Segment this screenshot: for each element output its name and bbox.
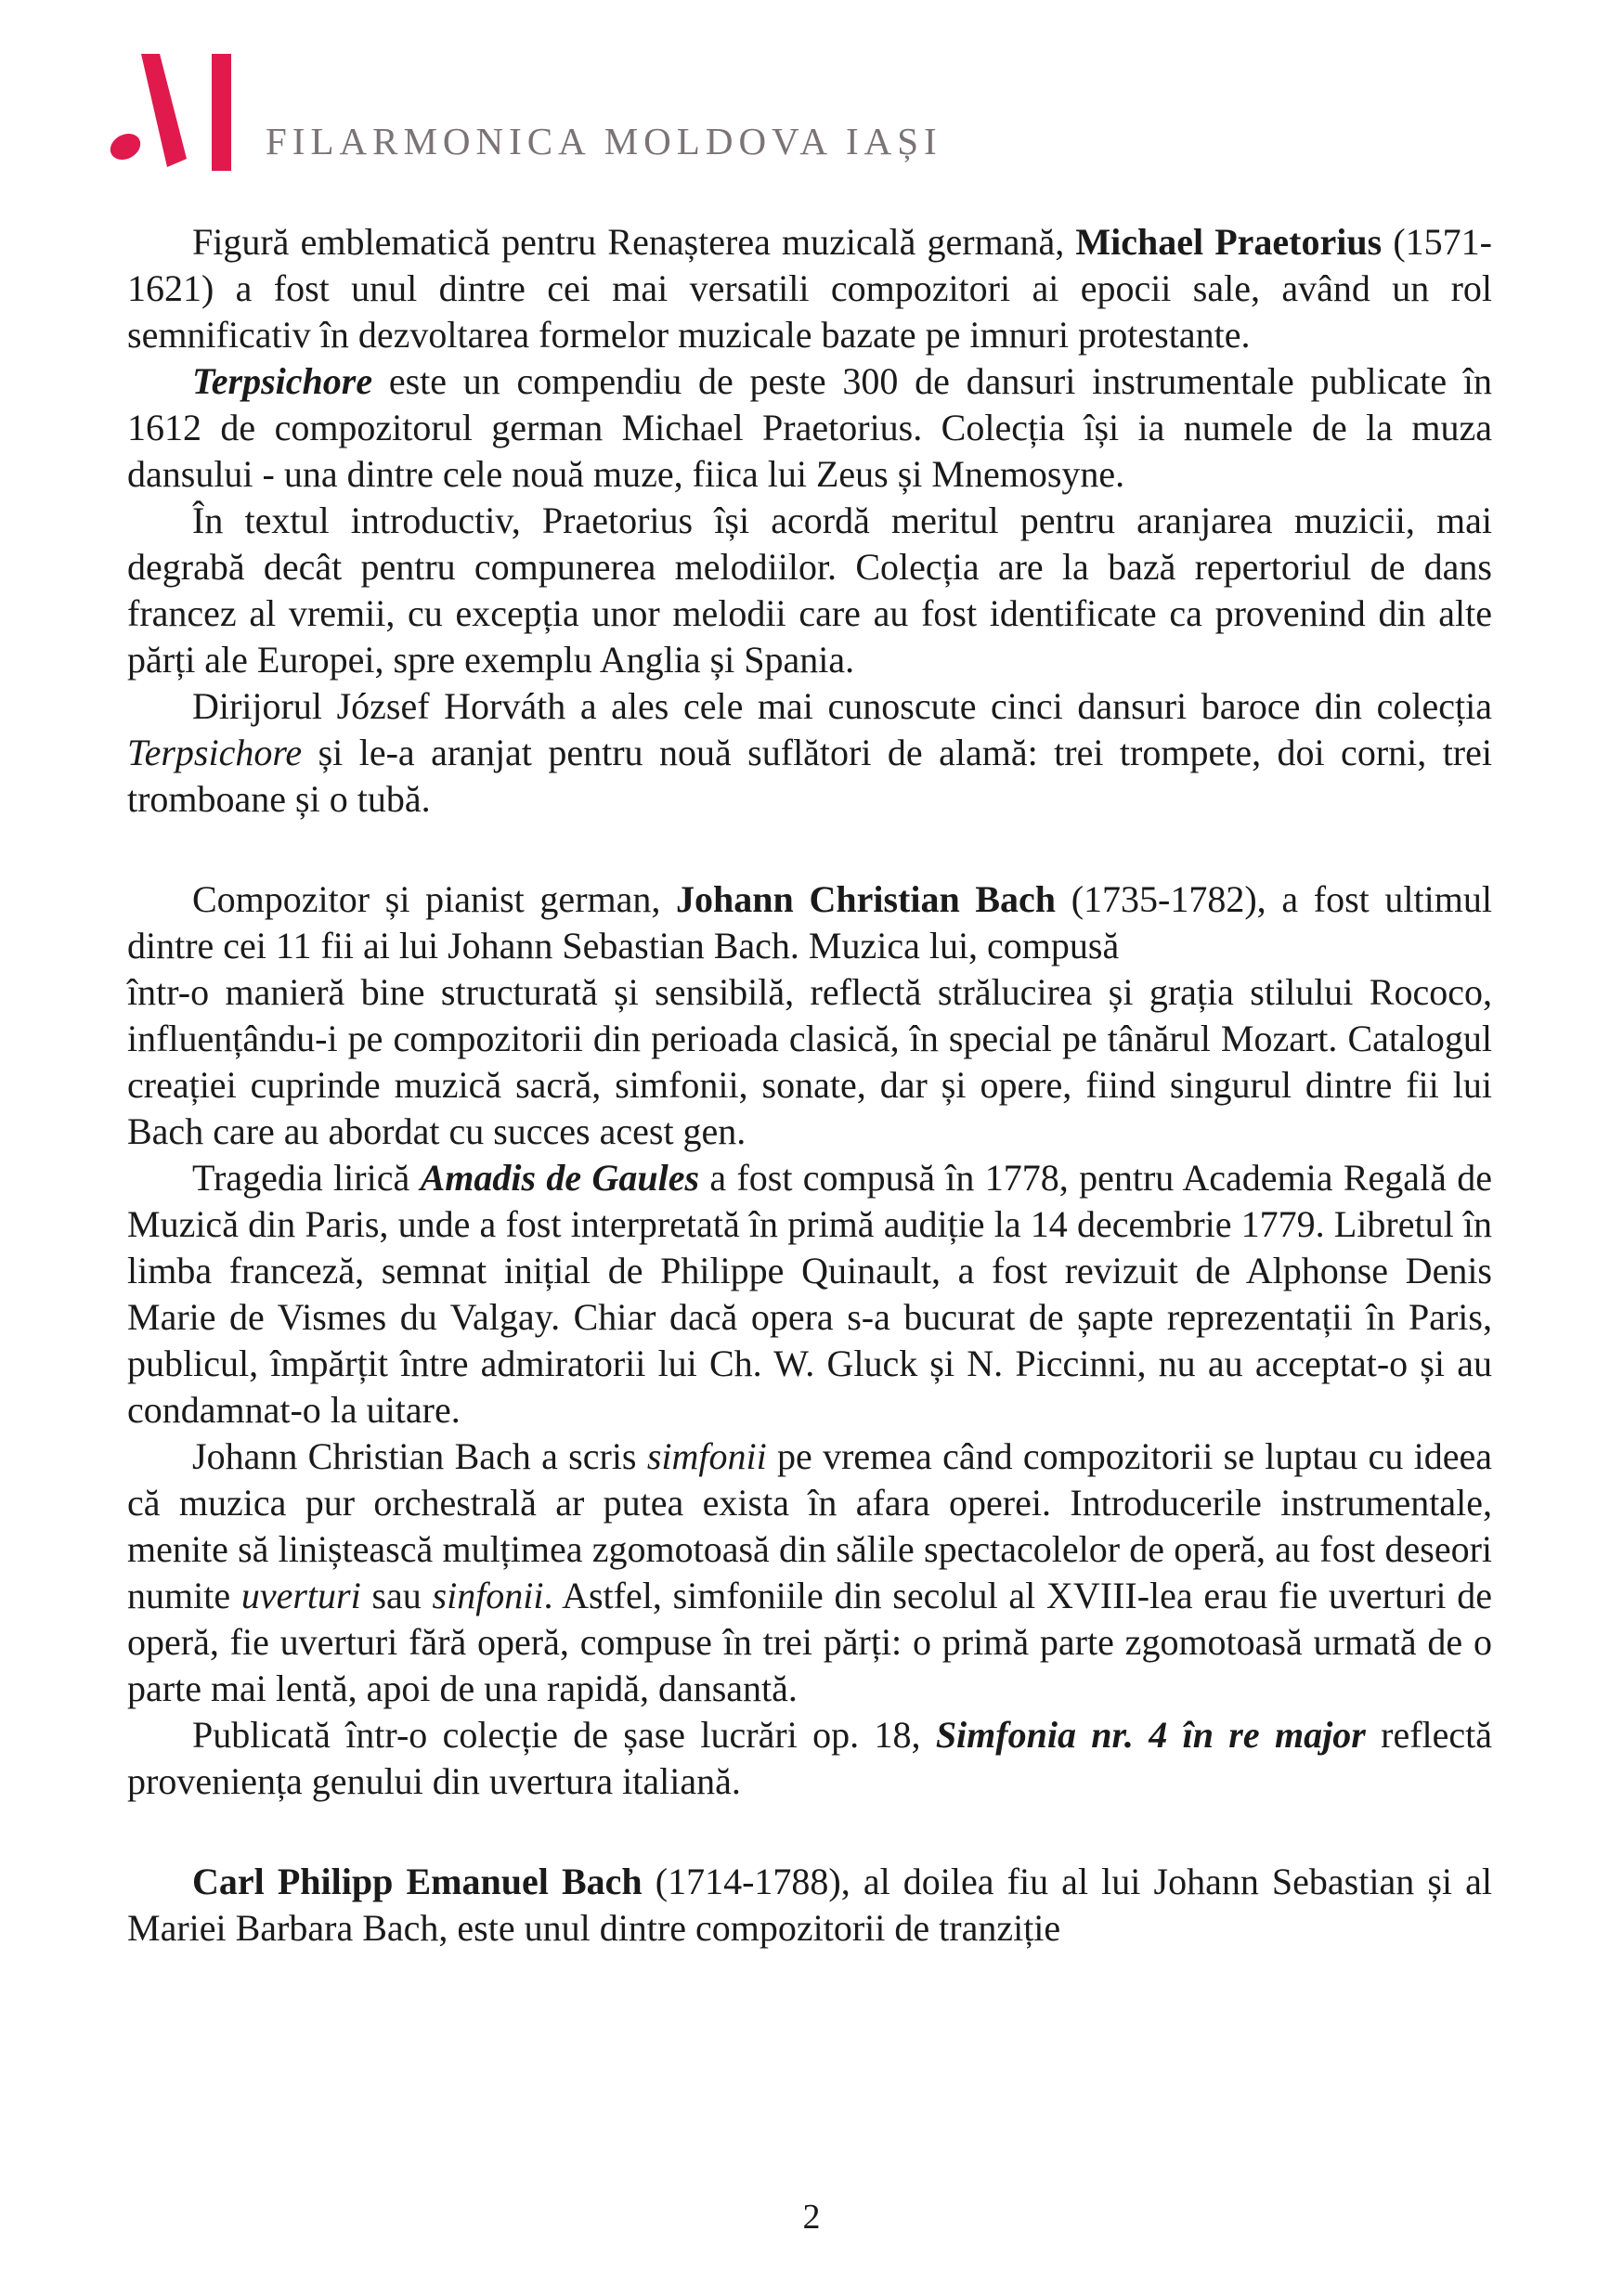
paragraph xyxy=(127,683,1492,823)
text-run: (1571-1621) a fost unul dintre cei mai versatili compozitori ai epocii sale, având un rol semnificativ în dezvoltarea formelor muzicale bazate pe imnuri protestante. xyxy=(127,221,1492,356)
bold-text-run: Johann Christian Bach xyxy=(676,878,1057,920)
page-footer xyxy=(0,2197,1623,2238)
paragraph xyxy=(127,498,1492,683)
paragraph xyxy=(127,876,1492,1155)
paragraph xyxy=(127,1859,1492,1952)
text-run: Dirijorul József Horváth a ales cele mai cunoscute cinci dansuri baroce din colecția xyxy=(192,685,1492,727)
text-run: Compozitor și pianist german, xyxy=(192,878,677,920)
filarmonica-m-logo-icon xyxy=(93,54,232,171)
text-run: Figură emblematică pentru Renașterea muzicală germană, xyxy=(192,221,1076,263)
bold-text-run: Carl Philipp Emanuel Bach xyxy=(192,1861,643,1902)
page-number: 2 xyxy=(802,2198,821,2237)
italic-text-run: uverturi xyxy=(240,1575,361,1616)
text-run: într-o manieră bine structurată și sensibilă, reflectă strălucirea și grația stilului Rococo, influențându-i pe compozitorii din perioada clasică, în special pe tânărul Mozart. Catalogul creației cuprinde muzică sacră, simfonii, sonate, dar și opere, fiind singurul dintre fii lui Bach care au abordat cu succes acest gen. xyxy=(127,971,1492,1152)
text-run: Publicată într-o colecție de șase lucrări op. 18, xyxy=(192,1714,936,1756)
text-run: . Astfel, simfoniile din secolul al XVIII-lea erau fie uverturi de operă, fie uverturi fără operă, compuse în trei părți: o primă parte zgomotoasă urmată de o parte mai lentă, apoi de una rapidă, dansantă. xyxy=(127,1575,1493,1709)
text-run: pe vremea când compozitorii se luptau cu ideea că muzica pur orchestrală ar putea exista în afara operei. Introducerile instrumentale, menite să liniștească mulțimea zgomotoasă din sălile spectacolelor de operă, au fost deseori numite xyxy=(127,1435,1492,1616)
bold-italic-text-run: Amadis de Gaules xyxy=(420,1157,700,1199)
bold-italic-text-run: Terpsichore xyxy=(192,360,373,402)
text-run: Tragedia lirică xyxy=(192,1157,421,1199)
italic-text-run: sinfonii xyxy=(432,1575,544,1616)
bold-text-run: Michael Praetorius xyxy=(1075,221,1383,263)
organization-title: FILARMONICA MOLDOVA IAȘI xyxy=(266,120,942,162)
text-run: În textul introductiv, Praetorius își acordă meritul pentru aranjarea muzicii, mai degrabă decât pentru compunerea melodiilor. Colecția are la bază repertoriul de dans francez al vremii, cu excepția unor melodii care au fost identificate ca provenind din alte părți ale Europei, spre exemplu Anglia și Spania. xyxy=(127,499,1492,681)
paragraph xyxy=(127,1712,1492,1805)
paragraph xyxy=(127,1433,1492,1712)
text-run: (1735-1782), a fost ultimul dintre cei 11 fii ai lui Johann Sebastian Bach. Muzica lui, compusă xyxy=(127,878,1492,966)
bold-italic-text-run: Simfonia nr. 4 în re major xyxy=(935,1714,1366,1756)
text-run: Johann Christian Bach a scris xyxy=(192,1435,647,1477)
paragraph xyxy=(127,219,1492,358)
text-run: sau xyxy=(360,1575,433,1616)
text-run: reflectă proveniența genului din uvertura italiană. xyxy=(127,1714,1493,1802)
text-run: și le-a aranjat pentru nouă suflători de alamă: trei trompete, doi corni, trei tromboane și o tubă. xyxy=(127,732,1492,820)
italic-text-run: simfonii xyxy=(646,1435,767,1477)
text-run: a fost compusă în 1778, pentru Academia Regală de Muzică din Paris, unde a fost interpretată în primă audiție la 14 decembrie 1779. Libretul în limba franceză, semnat inițial de Philippe Quinault, a fost revizuit de Alphonse Denis Marie de Vismes du Valgay. Chiar dacă opera s-a bucurat de șapte reprezentații în Paris, publicul, împărțit între admiratorii lui Ch. W. Gluck și N. Piccinni, nu au acceptat-o și au condamnat-o la uitare. xyxy=(127,1157,1493,1431)
paragraph xyxy=(127,1155,1492,1433)
text-run: este un compendiu de peste 300 de dansuri instrumentale publicate în 1612 de compozitorul german Michael Praetorius. Colecția își ia numele de la muza dansului - una dintre cele nouă muze, fiica lui Zeus și Mnemosyne. xyxy=(127,360,1492,495)
paragraph xyxy=(127,358,1492,498)
document-body xyxy=(127,219,1492,1952)
text-run: (1714-1788), al doilea fiu al lui Johann Sebastian și al Mariei Barbara Bach, este unul dintre compozitorii de tranziție xyxy=(127,1861,1492,1949)
italic-text-run: Terpsichore xyxy=(127,732,303,773)
